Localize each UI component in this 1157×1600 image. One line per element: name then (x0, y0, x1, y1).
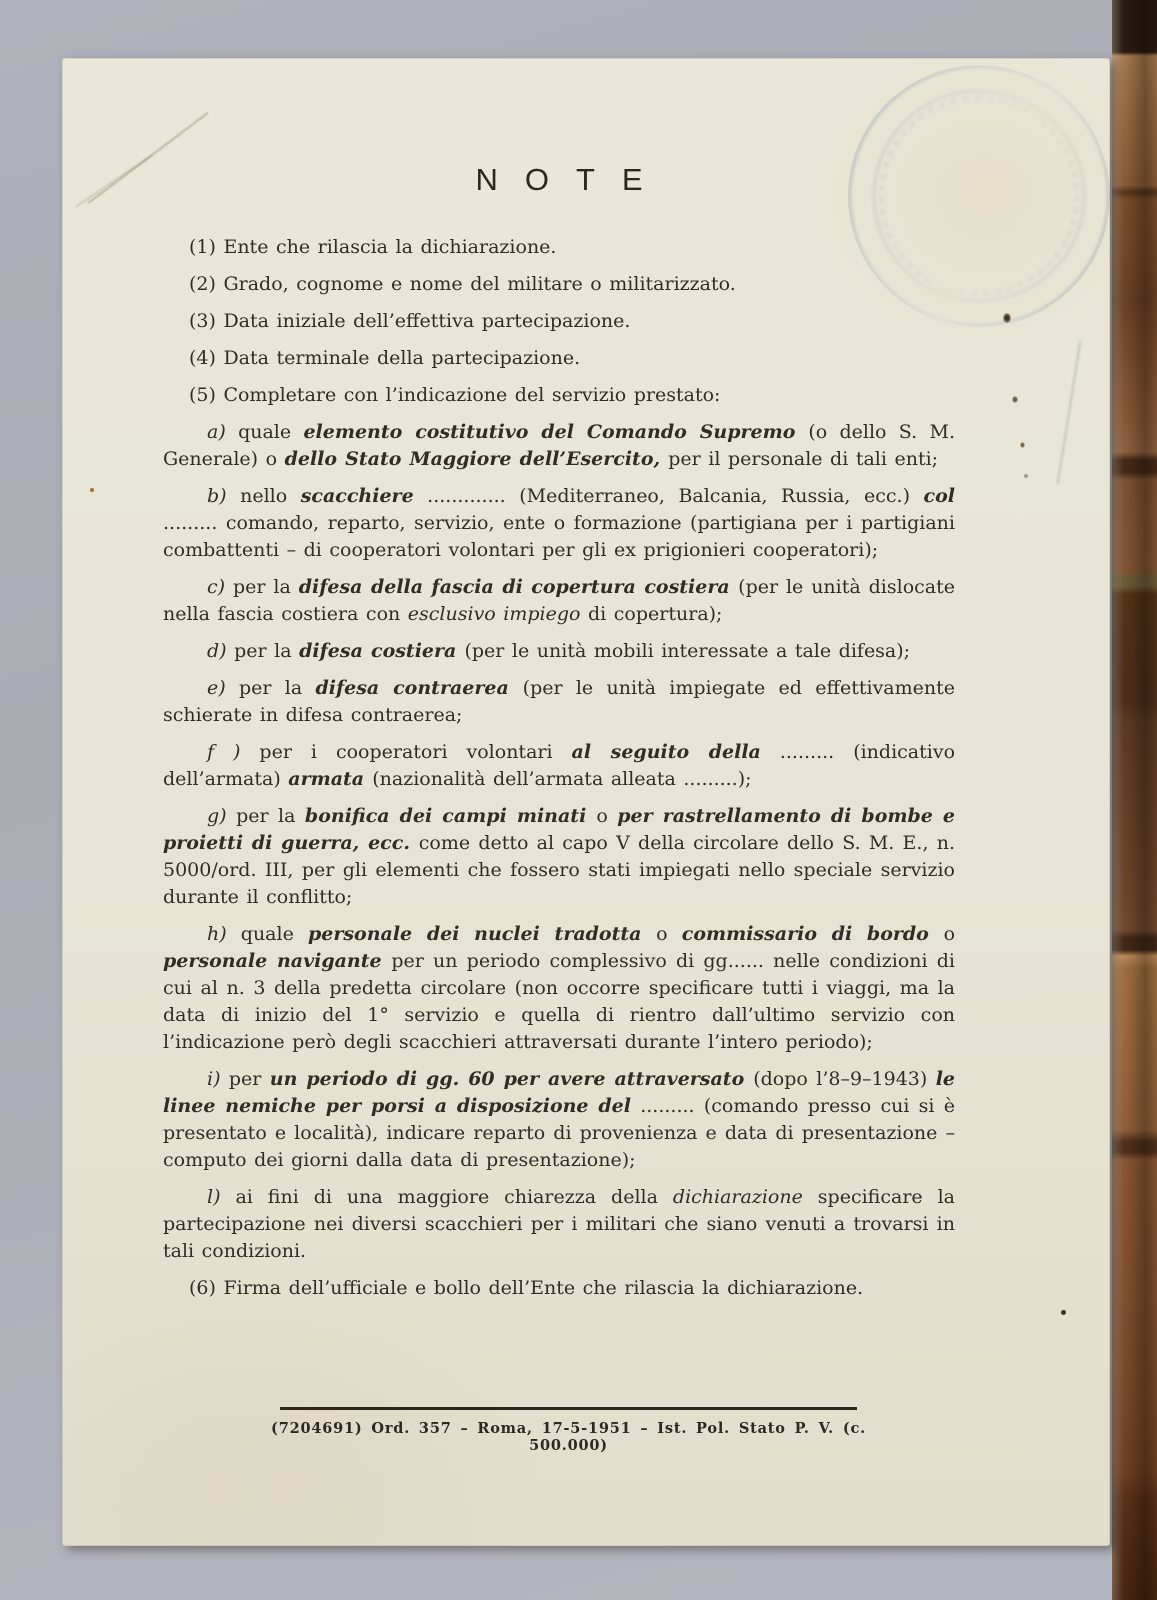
paper-speck (1024, 474, 1028, 478)
paper-crease (75, 154, 152, 207)
note-paragraph: g) per la bonifica dei campi minati o per rastrellamento di bombe e proietti di guerra, ecc. come detto al capo V della circolare dello S. M. E., n. 5000/ord. III, per gli elementi che fossero stati impiegati nello speciale servizio durante il conflitto; (163, 805, 956, 908)
page-title: NOTE (475, 162, 670, 197)
note-paragraph: (6) Firma dell’ufficiale e bollo dell’Ente che rilascia la dichiarazione. (189, 1277, 864, 1299)
note-paragraph: (2) Grado, cognome e nome del militare o militarizzato. (189, 273, 736, 295)
paper-speck (90, 488, 94, 492)
wood-frame-edge (1112, 0, 1157, 1600)
notes-body (163, 234, 955, 1302)
note-paragraph: (4) Data terminale della partecipazione. (189, 347, 581, 369)
note-paragraph: (3) Data iniziale dell’effettiva partecipazione. (189, 310, 631, 332)
note-paragraph: b) nello scacchiere ............. (Mediterraneo, Balcania, Russia, ecc.) col ......... comando, reparto, servizio, ente o formazione (partigiana per i partigiani combattenti – di cooperatori volontari per gli ex prigionieri cooperatori); (163, 485, 955, 561)
note-paragraph: e) per la difesa contraerea (per le unità impiegate ed effettivamente schierate in difesa contraerea; (163, 677, 956, 726)
note-paragraph: h) quale personale dei nuclei tradotta o commissario di bordo o personale navigante per un periodo complessivo di gg...... nelle condizioni di cui al n. 3 della predetta circolare (non occorre specificare tutti i viaggi, ma la data di inizio del 1° servizio e quella di rientro dall’ultimo servizio con l’indicazione però degli scacchieri attraversati durante l’intero periodo); (163, 923, 956, 1053)
imprint-text: (7204691) Ord. 357 – Roma, 17-5-1951 – Ist. Pol. Stato P. V. (c. 500.000) (271, 1420, 866, 1454)
note-paragraph: d) per la difesa costiera (per le unità mobili interessate a tale difesa); (207, 640, 911, 662)
note-paragraph: c) per la difesa della fascia di copertura costiera (per le unità dislocate nella fascia costiera con esclusivo impiego di copertura); (163, 576, 955, 625)
note-paragraph: a) quale elemento costitutivo del Comando Supremo (o dello S. M. Generale) o dello Stato Maggiore dell’Esercito, per il personale di tali enti; (163, 421, 956, 470)
document-page (62, 58, 1110, 1546)
paper-speck (1020, 442, 1025, 448)
pencil-mark (1057, 341, 1082, 485)
paper-speck (1012, 396, 1018, 403)
note-paragraph: (5) Completare con l’indicazione del servizio prestato: (189, 384, 721, 406)
note-paragraph: (1) Ente che rilascia la dichiarazione. (189, 236, 557, 258)
paper-speck (1003, 313, 1011, 323)
paper-speck (1061, 1310, 1066, 1315)
note-paragraph: f ) per i cooperatori volontari al seguito della ......... (indicativo dell’armata) armata (nazionalità dell’armata alleata .........); (163, 741, 956, 790)
imprint-rule (280, 1407, 857, 1410)
note-paragraph: i) per un periodo di gg. 60 per avere attraversato (dopo l’8–9–1943) le linee nemiche per porsi a disposizione del ......... (comando presso cui si è presentato e località), indicare reparto di provenienza e data di presentazione – computo dei giorni dalla data di presentazione); (163, 1068, 956, 1171)
note-paragraph: l) ai fini di una maggiore chiarezza della dichiarazione specificare la partecipazione nei diversi scacchieri per i militari che siano venuti a trovarsi in tali condizioni. (163, 1186, 955, 1262)
